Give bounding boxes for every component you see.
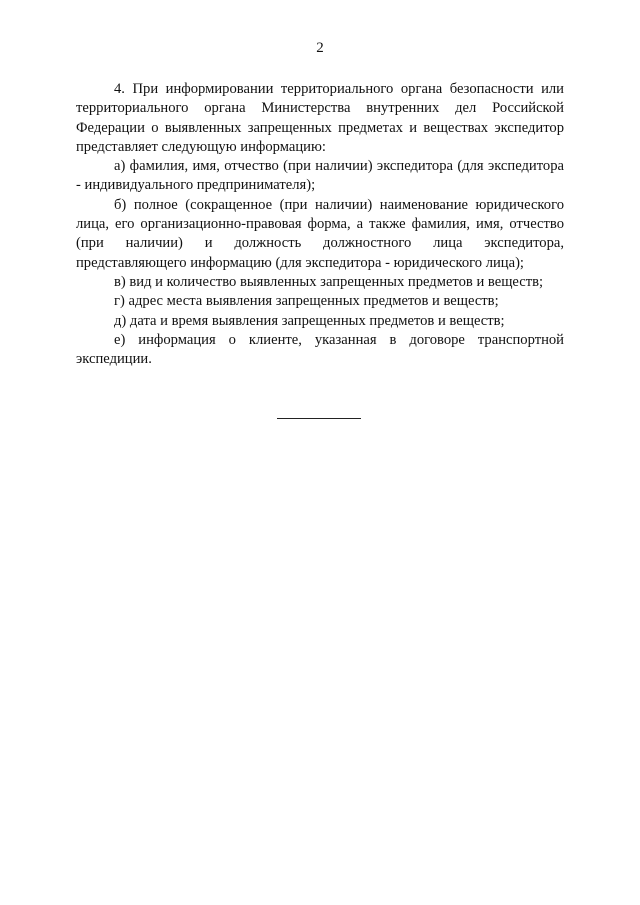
document-body <box>76 80 564 369</box>
paragraph-subitem-d: д) дата и время выявления запрещенных предметов и веществ; <box>114 312 505 329</box>
paragraph-subitem-a: а) фамилия, имя, отчество (при наличии) экспедитора (для экспедитора - индивидуального предпринимателя); <box>76 158 564 194</box>
paragraph-item-4: 4. При информировании территориального органа безопасности или территориального органа Министерства внутренних дел Российской Федерации о выявленных запрещенных предметах и веществах экспедитор представляет следующую информацию: <box>76 81 564 155</box>
paragraph-subitem-b: б) полное (сокращенное (при наличии) наименование юридического лица, его организационно-правовая форма, а также фамилия, имя, отчество (при наличии) и должность должностного лица экспедитора, представляющего информацию (для экспедитора - юридического лица); <box>76 196 564 271</box>
paragraph-subitem-e: е) информация о клиенте, указанная в договоре транспортной экспедиции. <box>76 331 564 368</box>
paragraph-subitem-g: г) адрес места выявления запрещенных предметов и веществ; <box>114 293 499 310</box>
paragraph-subitem-v: в) вид и количество выявленных запрещенных предметов и веществ; <box>114 273 544 290</box>
page-number: 2 <box>316 40 324 56</box>
end-divider-line <box>277 418 361 419</box>
